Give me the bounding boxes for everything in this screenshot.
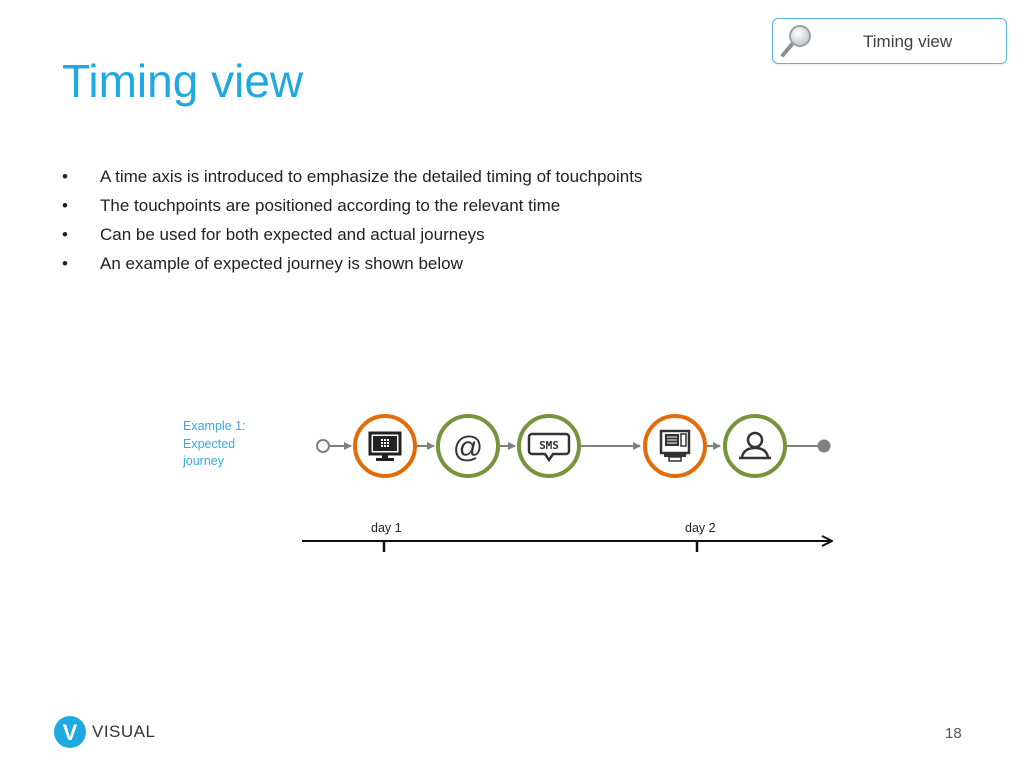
sms-text: SMS [539,439,559,452]
touchpoint-atm [645,416,705,476]
atm-machine-icon [661,431,689,461]
view-indicator-label: Timing view [863,32,953,51]
touchpoint-email [438,416,498,476]
example-label-line: journey [183,454,224,468]
page-number: 18 [945,725,962,742]
bullet-text: An example of expected journey is shown below [100,254,463,273]
touchpoint-person [725,416,785,476]
example-label-line: Expected [183,436,236,451]
touchpoint-sms [519,416,579,476]
journey-end-node [818,440,831,453]
bullet-marker: • [62,196,68,215]
bullet-marker: • [62,167,68,186]
brand-name: VISUAL [92,722,156,741]
example-label-line: Example 1: [183,419,246,433]
time-axis-tick-label: day 1 [371,521,402,535]
at-sign-icon: @ [452,431,484,464]
page-title: Timing view [62,55,304,107]
time-axis-tick-label: day 2 [685,521,716,535]
bullet-marker: • [62,225,68,244]
bullet-marker: • [62,254,68,273]
bullet-text: A time axis is introduced to emphasize the detailed timing of touchpoints [100,167,643,186]
logo-letter: V [62,720,78,745]
visual-logo-icon [53,715,87,749]
bullet-text: The touchpoints are positioned according to the relevant time [100,196,561,215]
bullet-text: Can be used for both expected and actual journeys [100,225,485,244]
journey-start-node [317,440,329,452]
touchpoint-computer [355,416,415,476]
